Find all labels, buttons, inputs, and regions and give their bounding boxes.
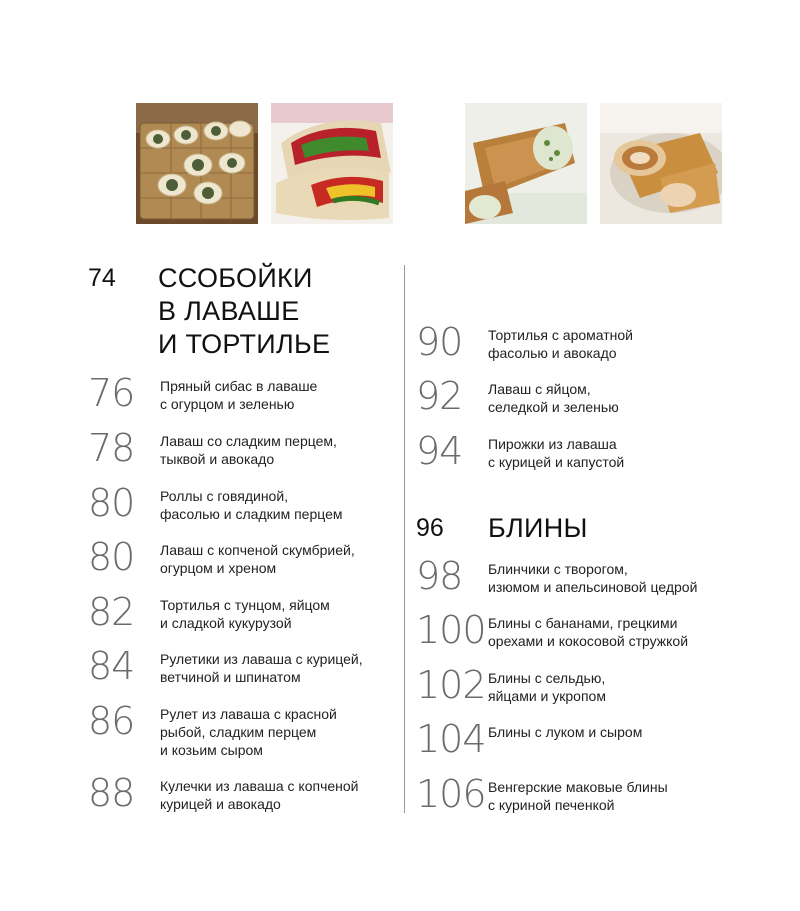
entry-title: Рулетики из лаваша с курицей, ветчиной и шпинатом — [160, 651, 363, 685]
vegetable-tortilla-wrap-photo — [271, 103, 393, 224]
rolled-pancakes-photo — [600, 103, 722, 224]
entry-title: Лаваш со сладким перцем, тыквой и авокадо — [160, 433, 337, 467]
entry-page-number: 84 — [88, 644, 135, 688]
entry-title: Рулет из лаваша с красной рыбой, сладким перцем и козьим сыром — [160, 706, 337, 758]
entry-title: Блинчики с творогом, изюмом и апельсиновой цедрой — [488, 561, 698, 595]
section-title: БЛИНЫ — [488, 513, 588, 543]
entry-page-number: 88 — [88, 771, 135, 815]
entry-title: Блины с сельдью, яйцами и укропом — [488, 670, 606, 704]
entry-page-number: 100 — [416, 608, 486, 652]
entry-title: Лаваш с яйцом, селедкой и зеленью — [488, 381, 619, 415]
entry-title: Роллы с говядиной, фасолью и сладким перцем — [160, 488, 343, 522]
entry-page-number: 98 — [416, 554, 463, 598]
entry-title: Блины с бананами, грецкими орехами и кокосовой стружкой — [488, 615, 689, 649]
entry-page-number: 78 — [88, 426, 135, 470]
pancake-cones-photo — [465, 103, 587, 224]
entry-page-number: 106 — [416, 772, 486, 816]
entry-title: Тортилья с тунцом, яйцом и сладкой кукурузой — [160, 597, 330, 631]
entry-title: Венгерские маковые блины с куриной печенкой — [488, 779, 668, 813]
section-page-number: 96 — [416, 514, 444, 542]
entry-page-number: 80 — [88, 535, 135, 579]
entry-title: Кулечки из лаваша с копченой курицей и авокадо — [160, 778, 359, 812]
entry-title: Тортилья с ароматной фасолью и авокадо — [488, 327, 633, 361]
section-title: ССОБОЙКИ В ЛАВАШЕ И ТОРТИЛЬЕ — [158, 263, 331, 359]
column-divider — [404, 265, 405, 813]
entry-title: Пряный сибас в лаваше с огурцом и зеленью — [160, 378, 318, 412]
entry-page-number: 76 — [88, 371, 135, 415]
entry-page-number: 86 — [88, 699, 135, 743]
entry-page-number: 92 — [416, 374, 463, 418]
entry-title: Блины с луком и сыром — [488, 724, 643, 740]
wraps-in-basket-photo — [136, 103, 258, 224]
entry-page-number: 94 — [416, 429, 463, 473]
entry-title: Лаваш с копченой скумбрией, огурцом и хреном — [160, 542, 355, 576]
entry-page-number: 82 — [88, 590, 135, 634]
entry-page-number: 102 — [416, 663, 486, 707]
entry-title: Пирожки из лаваша с курицей и капустой — [488, 436, 625, 470]
entry-page-number: 80 — [88, 481, 135, 525]
entry-page-number: 104 — [416, 717, 486, 761]
section-page-number: 74 — [88, 264, 116, 292]
entry-page-number: 90 — [416, 320, 463, 364]
